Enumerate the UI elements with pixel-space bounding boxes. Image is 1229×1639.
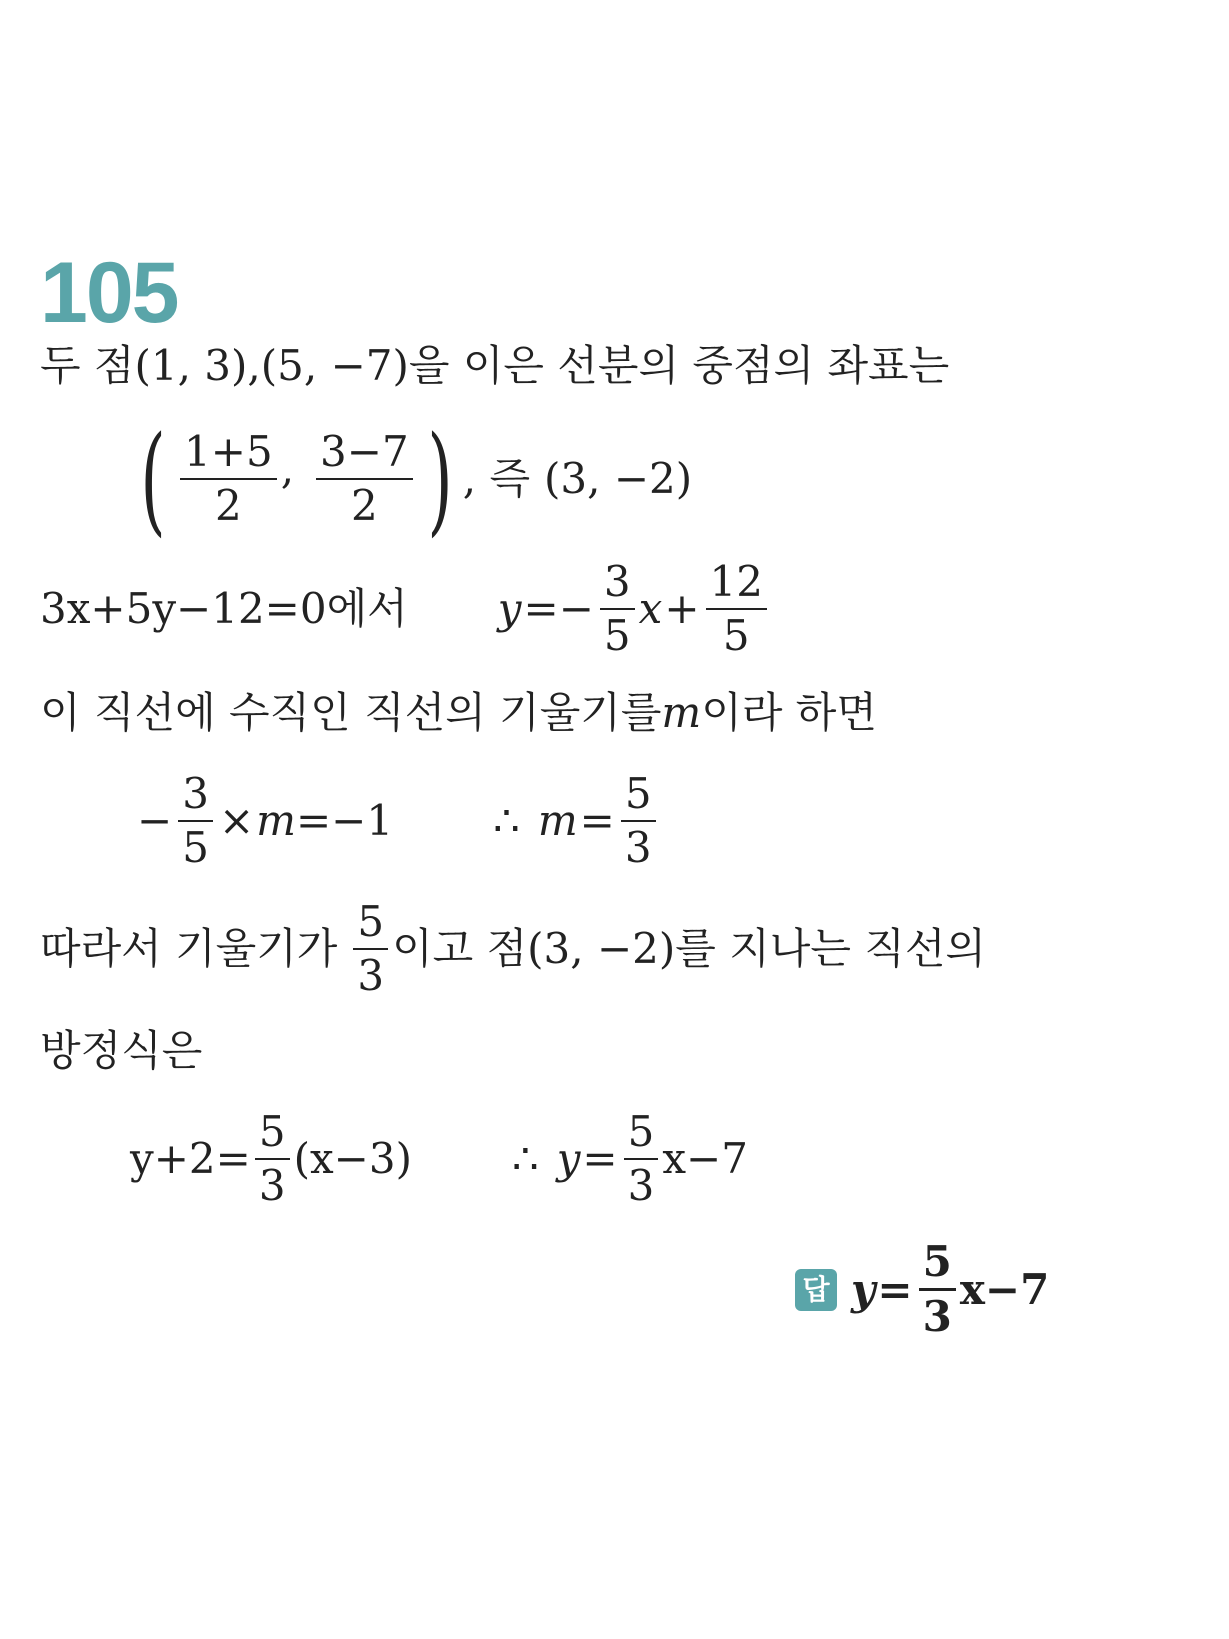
solution-line-2 [130, 410, 693, 548]
fraction [255, 1107, 290, 1211]
variable-m: m [256, 796, 296, 846]
numerator: 5 [922, 1237, 952, 1286]
operator: = [877, 1264, 913, 1314]
fraction-bar [255, 1158, 290, 1160]
denominator: 2 [351, 481, 378, 530]
text: 두 점 [40, 341, 135, 390]
comma: , [280, 444, 295, 493]
numerator: 5 [624, 769, 652, 818]
point: (3, −2) [527, 924, 676, 974]
left-paren: ( [140, 410, 166, 548]
numerator: 12 [709, 557, 763, 606]
variable-m: m [537, 796, 578, 846]
solution-line-3 [40, 557, 771, 661]
therefore-symbol: ∴ [493, 796, 520, 846]
numerator: 3−7 [320, 426, 409, 476]
variable-y: y [556, 1134, 581, 1184]
text: 방정식은 [40, 1026, 203, 1075]
denominator: 2 [215, 481, 242, 530]
fraction-bar [180, 478, 277, 480]
answer-badge: 답 [795, 1269, 837, 1311]
fraction-bar [621, 820, 656, 822]
text: 를 지나는 직선의 [675, 924, 986, 974]
fraction-slope [600, 557, 635, 661]
solution-line-5 [135, 769, 660, 873]
solution-line-8 [130, 1107, 748, 1211]
fraction-bar [624, 1158, 659, 1160]
operator: × [218, 796, 255, 846]
denominator: 5 [182, 823, 209, 873]
text: 이고 점 [392, 924, 528, 974]
equation-lhs: y+2= [130, 1134, 251, 1184]
text: 을 이은 선분의 중점의 좌표는 [408, 341, 950, 390]
solution-line-4 [40, 688, 877, 737]
fraction-bar [600, 608, 635, 610]
denominator: 3 [627, 1161, 655, 1211]
operator: = [579, 796, 615, 846]
problem-number: 105 [40, 245, 178, 341]
fraction-x-midpoint [180, 426, 277, 530]
fraction-slope [621, 769, 656, 873]
fraction [624, 1107, 659, 1211]
text: 에서 [326, 584, 408, 634]
solution-line-1 [40, 341, 950, 390]
text: 따라서 기울기가 [40, 924, 338, 974]
fraction [178, 769, 213, 873]
fraction-bar [919, 1288, 956, 1291]
numerator: 5 [627, 1107, 655, 1156]
fraction-slope [353, 897, 388, 1001]
denominator: 3 [922, 1292, 952, 1342]
expression-tail: x−7 [959, 1264, 1050, 1314]
operator: =− [523, 584, 594, 634]
comma: , [247, 341, 261, 390]
fraction-bar [353, 948, 388, 950]
therefore-symbol: ∴ [511, 1134, 539, 1184]
numerator: 3 [603, 557, 631, 606]
right-paren: ) [427, 410, 453, 548]
fraction-intercept [706, 557, 767, 661]
fraction [919, 1237, 956, 1342]
denominator: 3 [357, 951, 385, 1001]
operator: − [137, 796, 173, 846]
fraction-bar [178, 820, 213, 822]
denominator: 3 [258, 1161, 286, 1211]
point-b: (5, −7) [260, 341, 409, 390]
numerator: 5 [357, 897, 385, 946]
text: 이 직선에 수직인 직선의 기울기를 [40, 688, 662, 737]
operator: + [664, 584, 700, 634]
line-equation: 3x+5y−12=0 [40, 584, 327, 634]
answer-line [795, 1237, 1050, 1342]
fraction-y-midpoint [316, 426, 413, 530]
variable-m: m [661, 688, 702, 737]
text: 즉 [489, 454, 531, 503]
solution-line-6 [40, 897, 986, 1001]
text: 이라 하면 [701, 688, 877, 737]
numerator: 1+5 [184, 426, 273, 476]
variable-x: x [638, 584, 663, 634]
midpoint: (3, −2) [544, 454, 693, 503]
point-a: (1, 3) [134, 341, 248, 390]
fraction-bar [706, 608, 767, 610]
paren-expression: (x−3) [293, 1134, 412, 1184]
comma: , [462, 454, 490, 503]
operator: = [582, 1134, 618, 1184]
denominator: 3 [624, 823, 652, 873]
numerator: 5 [258, 1107, 286, 1156]
equation-rhs: =−1 [295, 796, 394, 846]
denominator: 5 [722, 611, 750, 661]
solution-line-7 [40, 1026, 203, 1075]
expression-tail: x−7 [662, 1134, 748, 1184]
fraction-bar [316, 478, 413, 480]
variable-y: y [497, 584, 522, 634]
numerator: 3 [182, 769, 209, 818]
denominator: 5 [603, 611, 631, 661]
variable-y: y [851, 1264, 876, 1314]
